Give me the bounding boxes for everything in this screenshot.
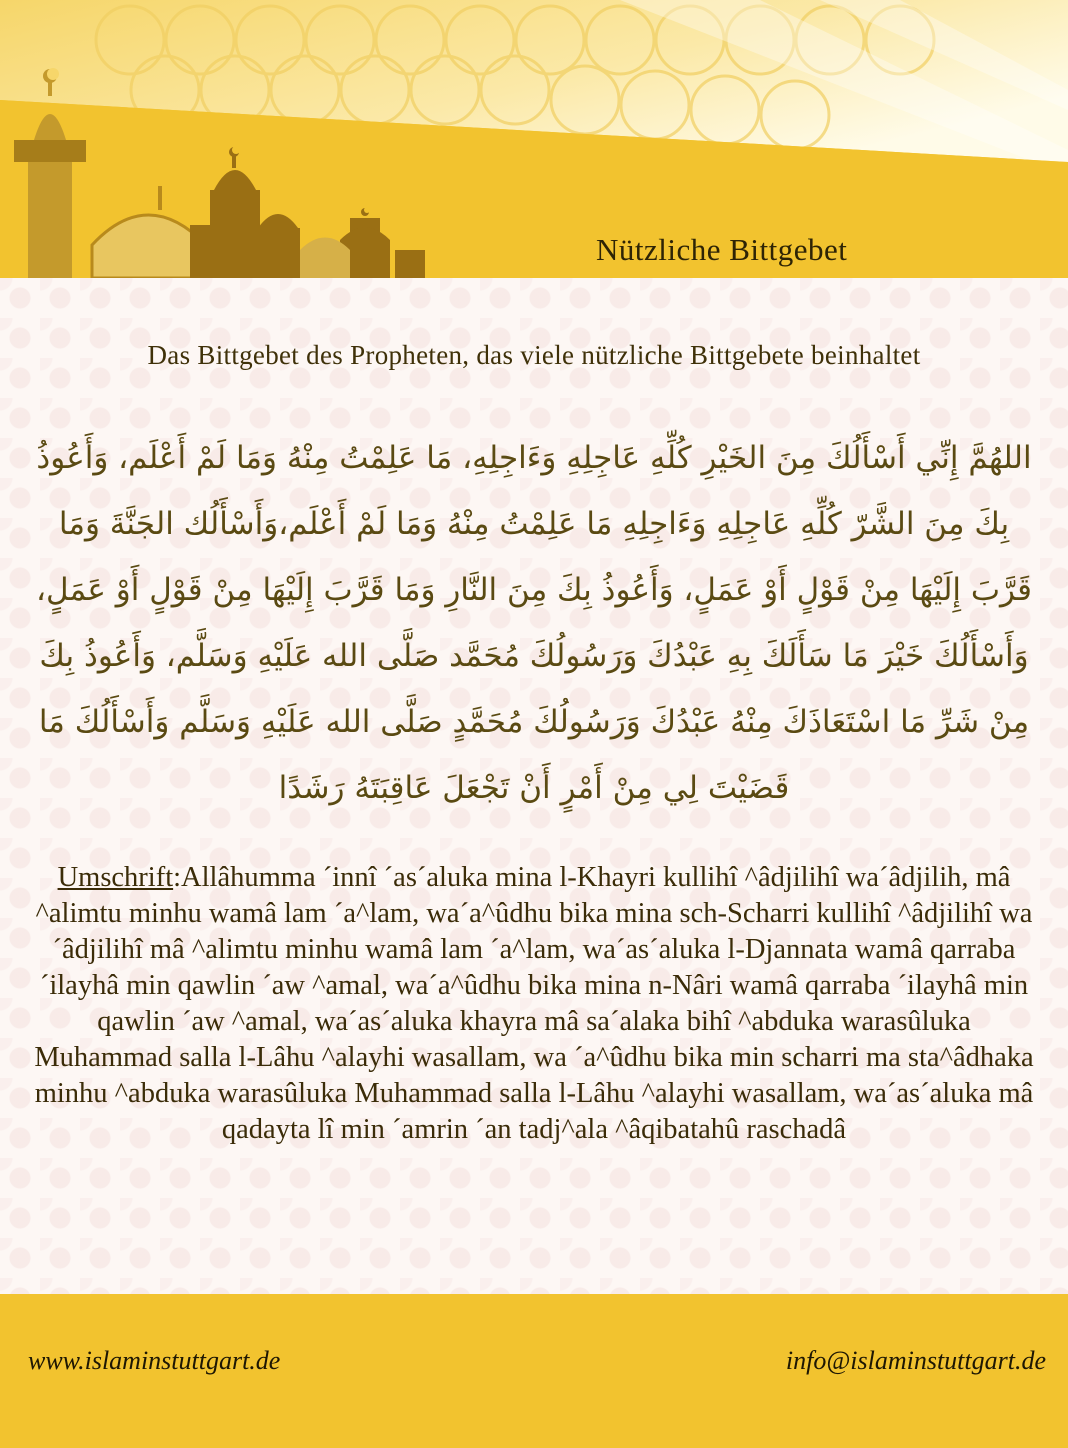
header-banner bbox=[0, 0, 1068, 278]
transliteration bbox=[26, 860, 1042, 1148]
website-link[interactable]: www.islaminstuttgart.de bbox=[28, 1346, 281, 1375]
mosque-silhouette-icon bbox=[0, 0, 1068, 278]
page-title: Das Bittgebet des Propheten, das viele nützliche Bittgebete beinhaltet bbox=[147, 340, 921, 370]
transliteration-label: Umschrift bbox=[57, 862, 174, 893]
header-title: Nützliche Bittgebet bbox=[596, 232, 848, 267]
arabic-supplication: اللهُمَّ إِنِّي أَسْأَلُكَ مِنَ الخَيْرِ كُلِّهِ عَاجِلِهِ وَءَاجِلِهِ، مَا عَلِمْتُ مِنْهُ وَمَا لَمْ أَعْلَم، وَأَعُوذُ بِكَ مِنَ الشَّرّ كُلِّهِ عَاجِلِهِ وَءَاجِلِهِ مَا عَلِمْتُ مِنْهُ وَمَا لَمْ أَعْلَم،وَأَسْأَلُك الجَنَّةَ وَمَا قَرَّبَ إِلَيْهَا مِنْ قَوْلٍ أَوْ عَمَلٍ، وَأَعُوذُ بِكَ مِنَ النَّارِ وَمَا قَرَّبَ إِلَيْهَا مِنْ قَوْلٍ أَوْ عَمَلٍ، وَأَسْأَلُكَ خَيْرَ مَا سَأَلَكَ بِهِ عَبْدُكَ وَرَسُولُكَ مُحَمَّد صَلَّى الله عَلَيْهِ وَسَلَّم، وَأَعُوذُ بِكَ مِنْ شَرِّ مَا اسْتَعَاذَكَ مِنْهُ عَبْدُكَ وَرَسُولُكَ مُحَمَّدٍ صَلَّى الله عَلَيْهِ وَسَلَّم وَأَسْأَلُكَ مَا قَضَيْتَ لِي مِنْ أَمْرٍ أَنْ تَجْعَلَ عَاقِبَتَهُ رَشَدًا bbox=[36, 440, 1032, 806]
transliteration-text: :Allâhumma ´innî ´as´aluka mina l-Khayri kullihî ^âdjilihî wa´âdjilih, mâ ^alimtu minhu wamâ lam ´a^lam, wa´a^ûdhu bika mina sch-Scharri kullihî ^âdjilihî wa´âdjilihî mâ ^alimtu minhu wamâ lam ´a^lam, wa´as´aluka l-Djannata wamâ qarraba ´ilayhâ min qawlin ´aw ^amal, wa´a^ûdhu bika mina n-Nâri wamâ qarraba ´ilayhâ min qawlin ´aw ^amal, wa´as´aluka khayra mâ sa´alaka bihî ^abduka warasûluka Muhammad salla l-Lâhu ^alayhi wasallam, wa ´a^ûdhu bika min scharri ma sta^âdhaka minhu ^abduka warasûluka Muhammad salla l-Lâhu ^alayhi wasallam, wa´as´aluka mâ qadayta lî min ´amrin ´an tadj^ala ^âqibatahû raschadâ bbox=[34, 862, 1034, 1145]
email-link[interactable]: info@islaminstuttgart.de bbox=[785, 1346, 1046, 1375]
